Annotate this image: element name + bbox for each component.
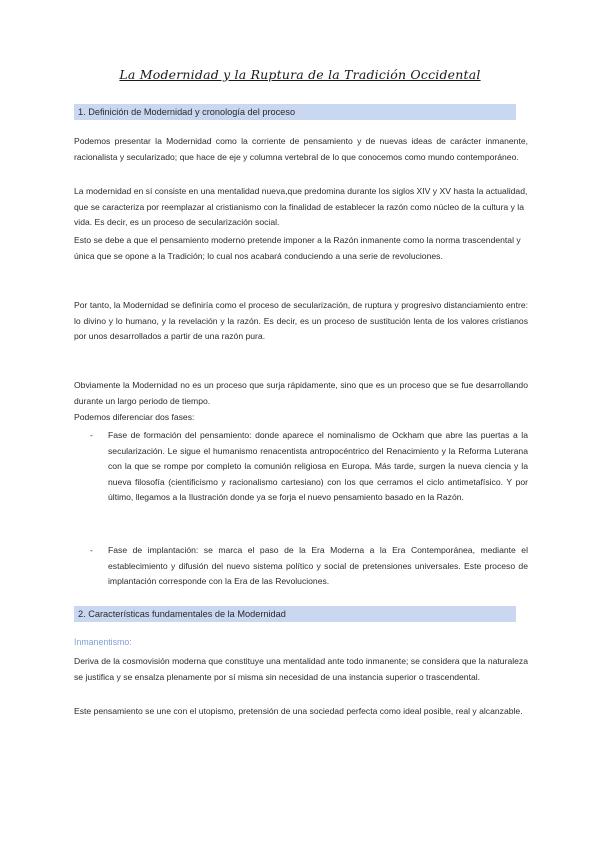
paragraph-intro: Podemos presentar la Modernidad como la corriente de pensamiento y de nuevas ideas de carácter inmanente, racionalista y secularizado; que hace de eje y columna vertebral de lo que conocemos como mundo contemporáneo. <box>74 136 528 162</box>
paragraph-mentality: La modernidad en sí consiste en una mentalidad nueva,que predomina durante los siglos XIV y XV hasta la actualidad, que se caracteriza por reemplazar al cristianismo con la finalidad de establecer la razón como núcleo de la cultura y la vida. Es decir, es un proceso de secularización social. <box>74 186 528 228</box>
paragraph-phases-intro: Podemos diferenciar dos fases: <box>74 412 195 422</box>
list-item-text: Fase de formación del pensamiento: donde aparece el nominalismo de Ockham que abre las puertas a la secularización. Le sigue el humanismo renacentista antropocéntrico del Renacimiento y la Reforma Luterana con la que se rompe por completo la comunión religiosa en Europa. Más tarde, surgen la nueva ciencia y la nueva filosofía (cientificismo y racionalismo cartesiano) con los que cerramos el ciclo antimetafísico. Y por último, llegamos a la Ilustración donde ya se forja el nuevo pensamiento basado en la Razón. <box>108 430 528 503</box>
dash-marker: - <box>90 545 93 555</box>
section-heading-1: 1. Definición de Modernidad y cronología del proceso <box>74 104 516 120</box>
list-item <box>74 543 528 590</box>
list-item <box>74 428 528 506</box>
paragraph-utopismo: Este pensamiento se une con el utopismo, pretensión de una sociedad perfecta como ideal posible, real y alcanzable. <box>74 706 523 716</box>
paragraph-reason: Esto se debe a que el pensamiento moderno pretende imponer a la Razón inmanente como la norma trascendental y única que se opone a la Tradición; lo cual nos acabará conduciendo a una serie de revoluciones. <box>74 235 521 261</box>
paragraph-definition: Por tanto, la Modernidad se definiría como el proceso de secularización, de ruptura y progresivo distanciamiento entre: lo divino y lo humano, y la revelación y la razón. Es decir, es un proceso de sustitución lenta de los valores cristianos por unos desarrollados a partir de una razón pura. <box>74 300 528 342</box>
list-item-text: Fase de implantación: se marca el paso de la Era Moderna a la Era Contemporánea, mediante el establecimiento y difusión del nuevo sistema político y social de pretensiones universales. Este proceso de implantación corresponde con la Era de las Revoluciones. <box>108 545 528 587</box>
subheading-inmanentismo: Inmanentismo: <box>74 637 132 647</box>
paragraph-development: Obviamente la Modernidad no es un proceso que surja rápidamente, sino que es un proceso que se fue desarrollando durante un largo periodo de tiempo. <box>74 380 528 406</box>
section-heading-2: 2. Características fundamentales de la Modernidad <box>74 606 516 622</box>
phases-list-2 <box>74 543 528 590</box>
dash-marker: - <box>90 430 93 440</box>
phases-list <box>74 428 528 506</box>
paragraph-inmanentismo: Deriva de la cosmovisión moderna que constituye una mentalidad ante todo inmanente; se considera que la naturaleza se justifica y se ensalza plenamente por sí misma sin necesidad de una instancia superior o trascendental. <box>74 656 528 682</box>
document-title: La Modernidad y la Ruptura de la Tradición Occidental <box>119 67 481 82</box>
